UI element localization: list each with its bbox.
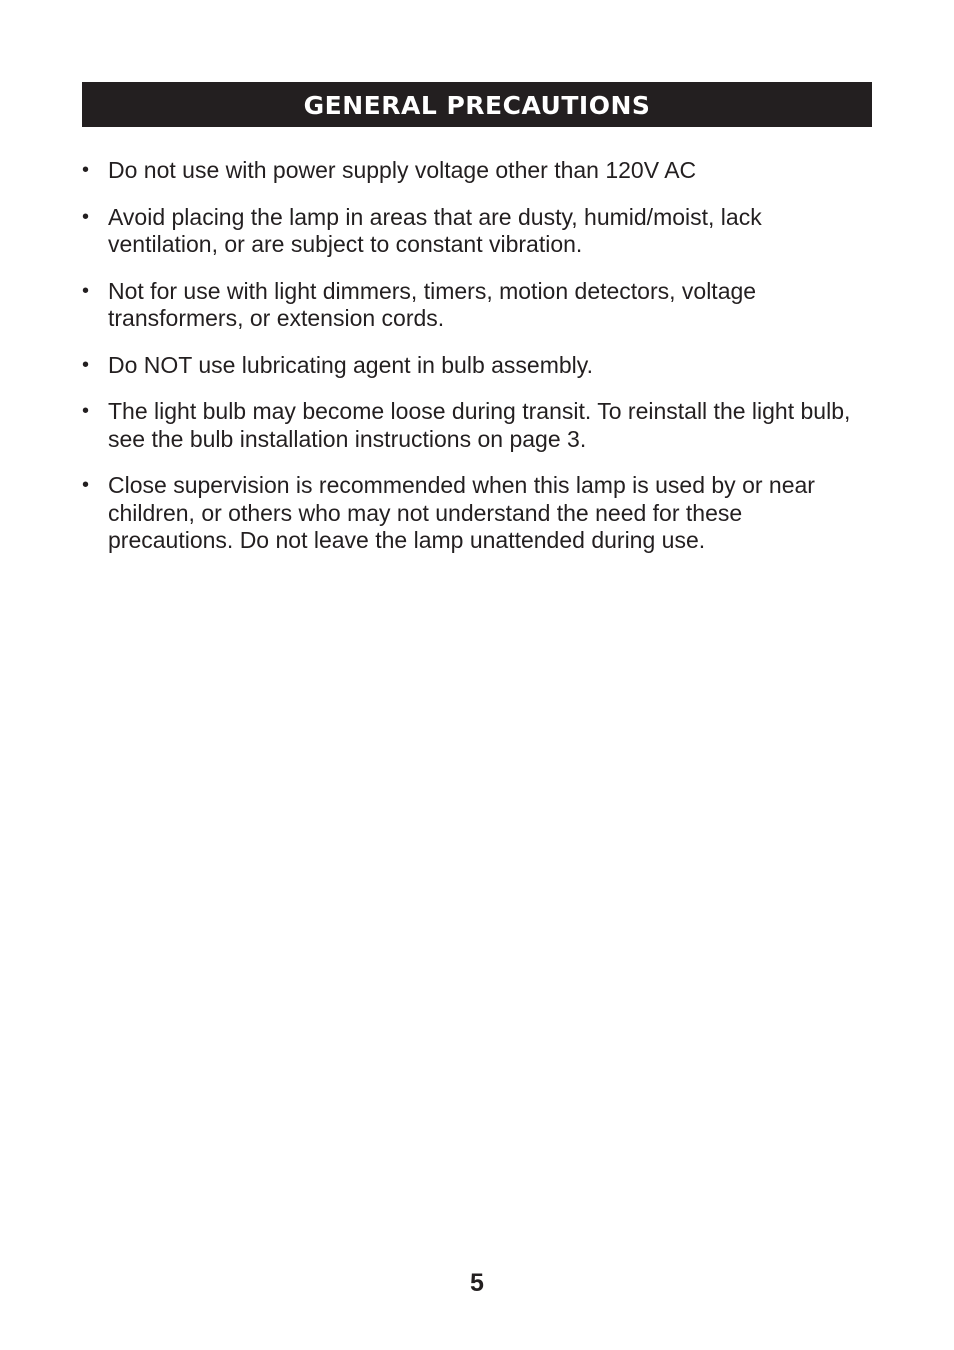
list-item <box>82 157 872 185</box>
bullet-icon: • <box>82 353 90 376</box>
list-item <box>82 398 872 453</box>
precautions-list <box>82 157 872 574</box>
section-header-bar <box>82 82 872 127</box>
list-item <box>82 352 872 380</box>
list-item <box>82 472 872 555</box>
precaution-text: Do NOT use lubricating agent in bulb assembly. <box>108 351 593 378</box>
precaution-text: Not for use with light dimmers, timers, motion detectors, voltage transformers, or extension cords. <box>108 277 757 331</box>
list-item <box>82 278 872 333</box>
bullet-icon: • <box>82 400 90 422</box>
section-title: GENERAL PRECAUTIONS <box>303 90 651 120</box>
bullet-icon: • <box>82 474 90 496</box>
bullet-icon: • <box>82 205 90 228</box>
list-item <box>82 204 872 259</box>
page-number: 5 <box>470 1269 484 1297</box>
precaution-text: Do not use with power supply voltage other than 120V AC <box>108 157 697 183</box>
precaution-text: The light bulb may become loose during transit. To reinstall the light bulb, see the bulb installation instructions on page 3. <box>108 398 851 452</box>
precaution-text: Close supervision is recommended when this lamp is used by or near children, or others who may not understand the need for these precautions. Do not leave the lamp unattended during use. <box>108 472 815 553</box>
precaution-text: Avoid placing the lamp in areas that are dusty, humid/moist, lack ventilation, or are subject to constant vibration. <box>108 203 762 257</box>
bullet-icon: • <box>82 159 90 181</box>
bullet-icon: • <box>82 279 90 302</box>
